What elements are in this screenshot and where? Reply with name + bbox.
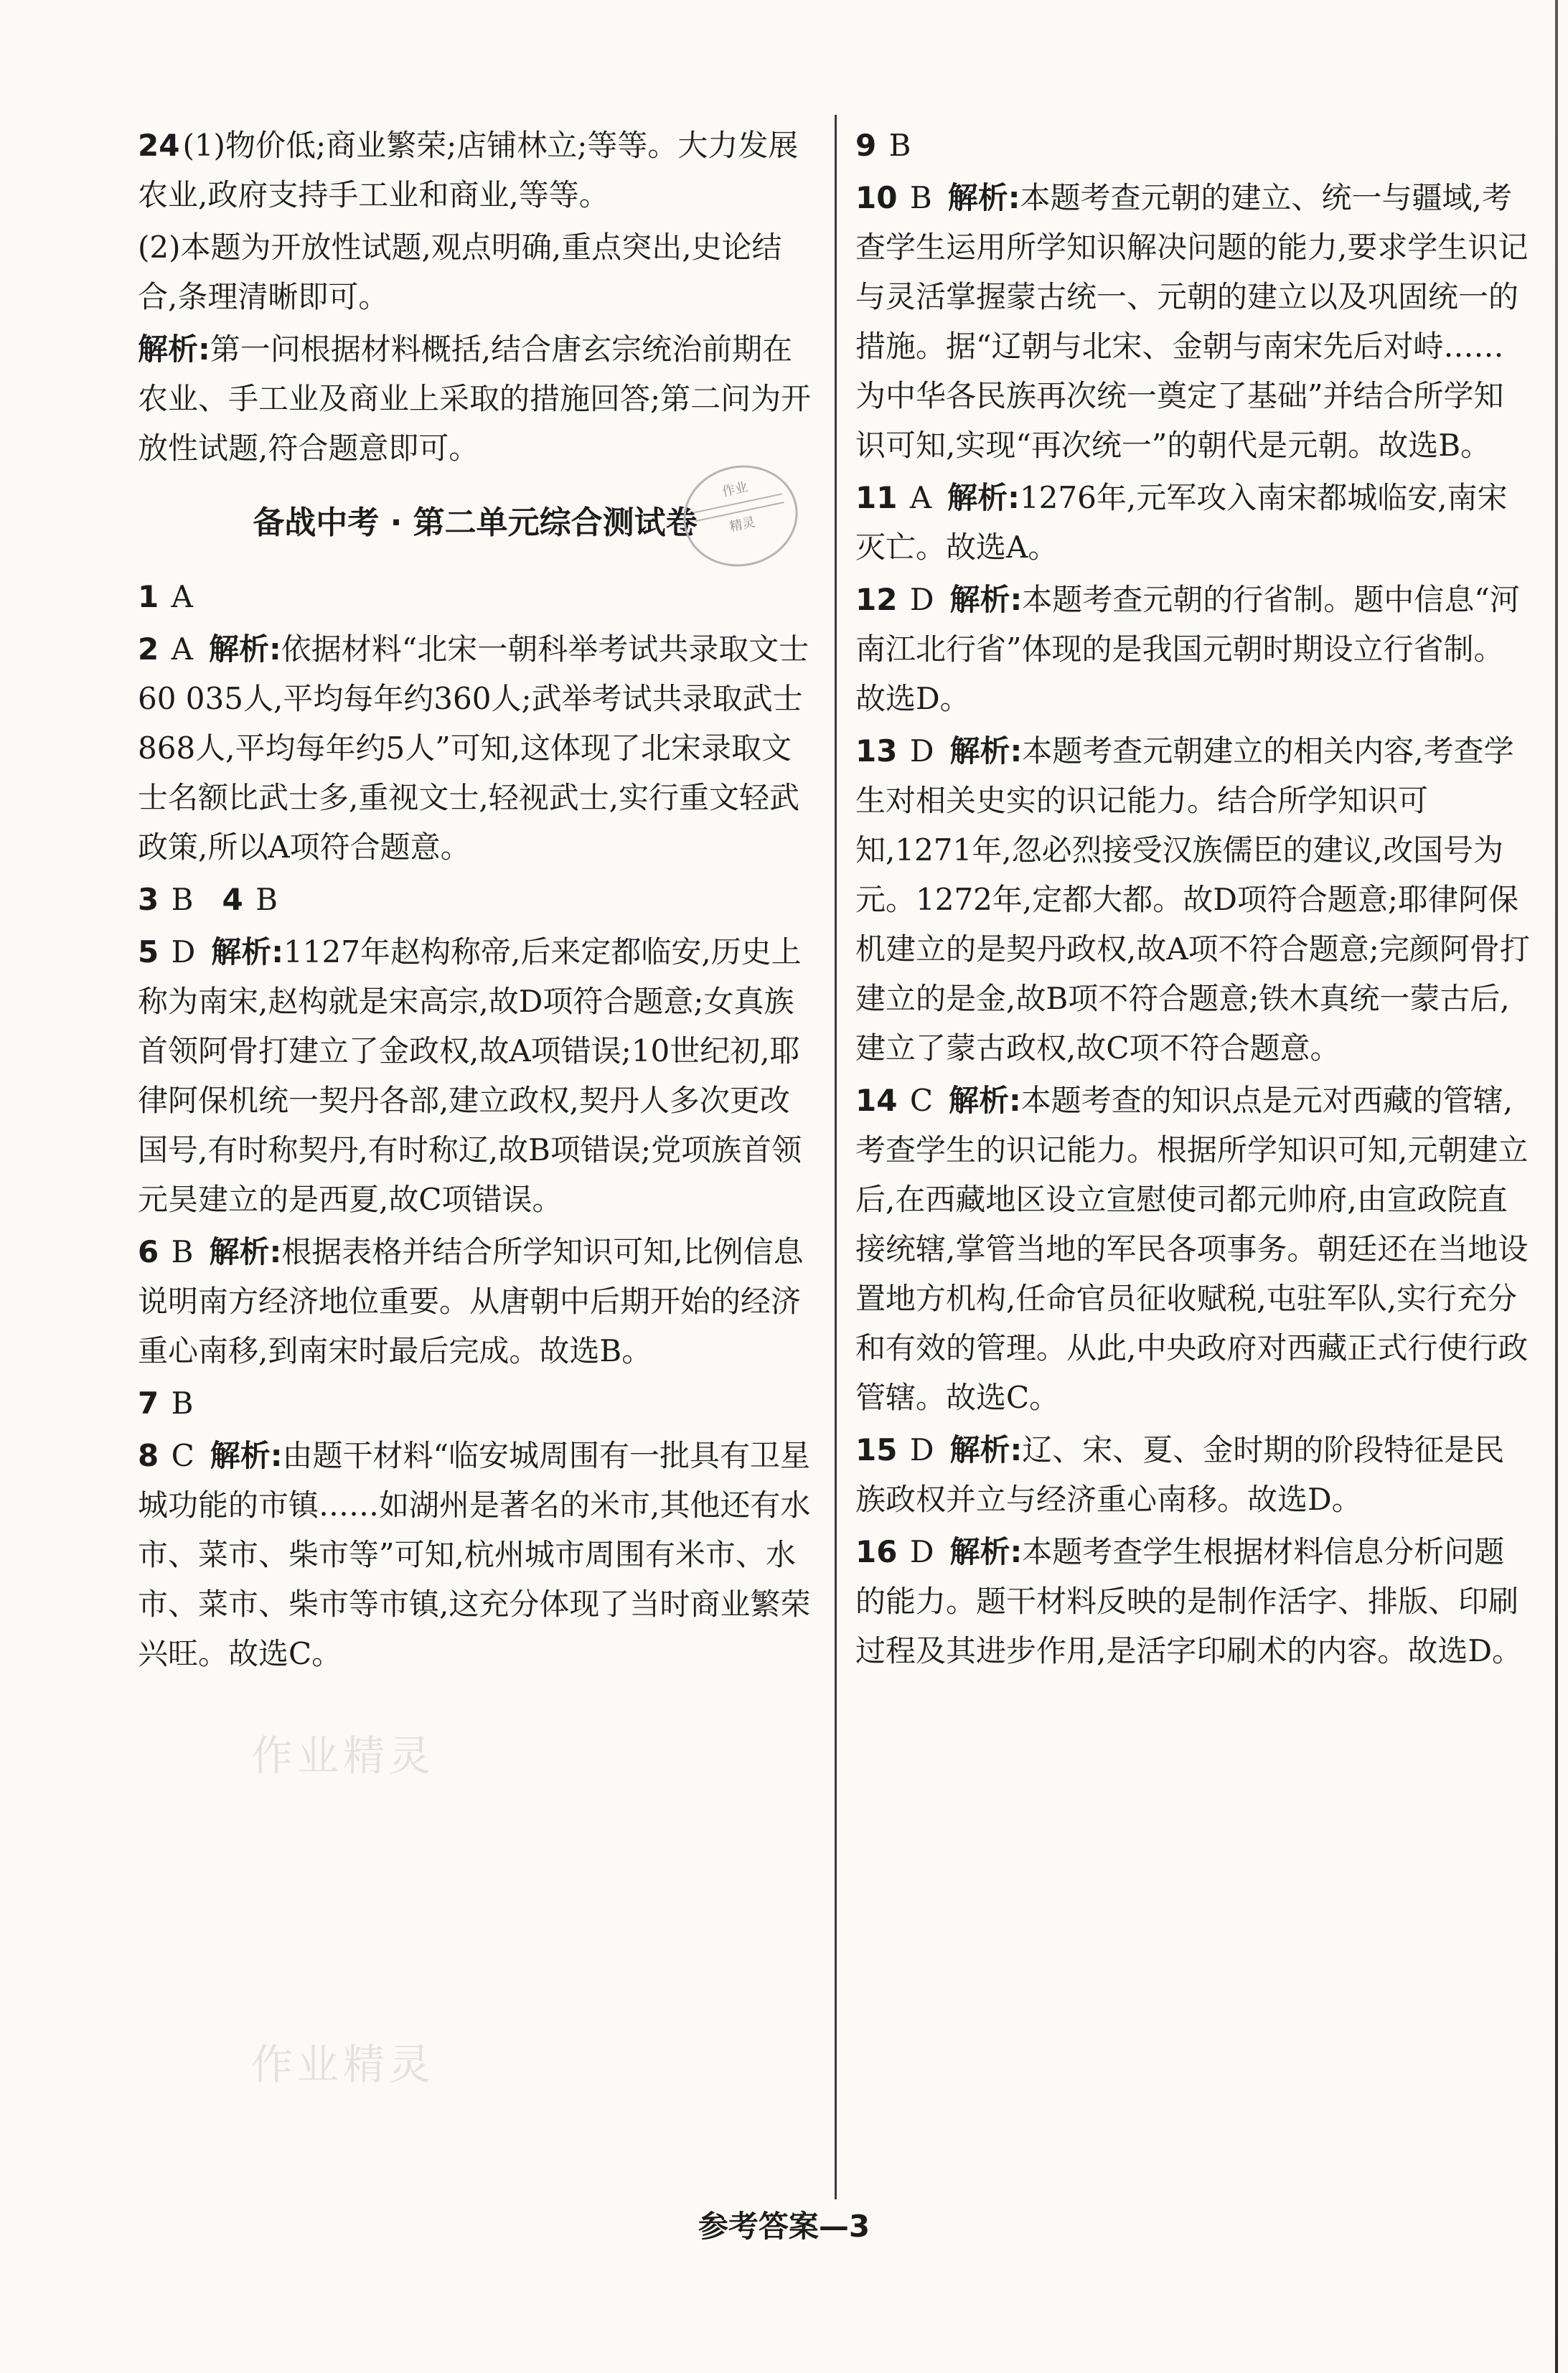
- analysis-text: 本题考查元朝建立的相关内容,考查学生对相关史实的识记能力。结合所学知识可知,1271年,忽必烈接受汉族儒臣的建议,改国号为元。1272年,定都大都。故D项符合题意;耶律阿保机建立的是契丹政权,故A项不符合题意;完颜阿骨打建立的是金,故B项不符合题意;铁木真统一蒙古后,建立了蒙古政权,故C项不符合题意。: [855, 733, 1530, 1066]
- watermark-1: 作业精灵: [251, 1731, 436, 1780]
- question-15: [855, 1425, 1530, 1524]
- column-divider: [835, 115, 837, 2199]
- analysis-label: 解析:: [947, 180, 1020, 215]
- question-10: [855, 173, 1530, 470]
- analysis-label: 解析:: [138, 332, 210, 367]
- answer-part-2: (2)本题为开放性试题,观点明确,重点突出,史论结合,条理清晰即可。: [138, 230, 782, 314]
- question-number: 8: [138, 1438, 159, 1473]
- analysis-label: 解析:: [948, 1083, 1021, 1118]
- analysis-label: 解析:: [208, 631, 281, 667]
- section-title: [138, 479, 812, 552]
- question-number: 16: [855, 1534, 898, 1569]
- answer-part-1: (1)物价低;商业繁荣;店铺林立;等等。大力发展农业,政府支持手工业和商业,等等。: [138, 128, 799, 212]
- page-footer: 参考答案—3: [698, 2209, 870, 2244]
- seal-stamp: [674, 455, 807, 577]
- answer: A: [909, 480, 932, 515]
- question-6: [138, 1227, 812, 1376]
- analysis-label: 解析:: [947, 480, 1020, 515]
- question-24-analysis: [138, 324, 812, 473]
- analysis-text: 辽、宋、夏、金时期的阶段特征是民族政权并立与经济重心南移。故选D。: [855, 1432, 1505, 1517]
- question-number: 24: [138, 128, 180, 163]
- question-number: 1: [138, 579, 159, 614]
- answer: B: [909, 180, 932, 215]
- analysis-text: 本题考查元朝的行省制。题中信息“河南江北行省”体现的是我国元朝时期设立行省制。故选D。: [855, 582, 1520, 716]
- seal-text-top: 作业: [720, 479, 749, 500]
- answer: C: [171, 1438, 194, 1473]
- question-number: 9: [855, 128, 877, 163]
- answer: B: [255, 882, 278, 917]
- question-7: [138, 1378, 812, 1428]
- question-2: [138, 624, 812, 872]
- question-number: 5: [138, 934, 159, 969]
- analysis-text: 1127年赵构称帝,后来定都临安,历史上称为南宋,赵构就是宋高宗,故D项符合题意;女真族首领阿骨打建立了金政权,故A项错误;10世纪初,耶律阿保机统一契丹各部,建立政权,契丹人多次更改国号,有时称契丹,有时称辽,故B项错误;党项族首领元昊建立的是西夏,故C项错误。: [138, 934, 802, 1217]
- analysis-text: 依据材料“北宋一朝科举考试共录取文士60 035人,平均每年约360人;武举考试共录取武士868人,平均每年约5人”可知,这体现了北宋录取文士名额比武士多,重视文士,轻视武士,实行重文轻武政策,所以A项符合题意。: [138, 631, 809, 865]
- question-9: [855, 121, 1530, 170]
- analysis-text: 本题考查学生根据材料信息分析问题的能力。题干材料反映的是制作活字、排版、印刷过程及其进步作用,是活字印刷术的内容。故选D。: [855, 1534, 1523, 1668]
- question-24-part-2: [138, 222, 812, 321]
- right-column: [855, 121, 1530, 1678]
- analysis-label: 解析:: [210, 1438, 283, 1473]
- analysis-label: 解析:: [949, 582, 1023, 617]
- analysis-text: 1276年,元军攻入南宋都城临安,南宋灭亡。故选A。: [855, 480, 1508, 565]
- question-number: 13: [855, 733, 898, 769]
- answer: D: [909, 733, 934, 769]
- question-number: 6: [138, 1234, 159, 1269]
- analysis-text: 根据表格并结合所学知识可知,比例信息说明南方经济地位重要。从唐朝中后期开始的经济重心南移,到南宋时最后完成。故选B。: [138, 1234, 804, 1368]
- analysis-text: 第一问根据材料概括,结合唐玄宗统治前期在农业、手工业及商业上采取的措施回答;第二问为开放性试题,符合题意即可。: [138, 332, 812, 466]
- question-number: 2: [138, 631, 159, 667]
- question-14: [855, 1076, 1530, 1422]
- answer: B: [171, 882, 194, 917]
- answer: D: [909, 582, 934, 617]
- question-16: [855, 1527, 1530, 1676]
- answer: C: [909, 1083, 933, 1118]
- question-number: 10: [855, 180, 898, 215]
- answer: A: [171, 579, 193, 614]
- answer: B: [171, 1386, 194, 1421]
- question-5: [138, 927, 812, 1224]
- question-8: [138, 1431, 812, 1678]
- question-number: 15: [855, 1432, 898, 1467]
- question-13: [855, 726, 1530, 1073]
- question-12: [855, 575, 1530, 723]
- question-1: [138, 572, 812, 621]
- left-column: [138, 121, 812, 1681]
- page-edge: [1555, 0, 1558, 2373]
- answer: D: [909, 1534, 934, 1569]
- analysis-label: 解析:: [209, 1234, 282, 1269]
- answer: D: [171, 934, 196, 969]
- analysis-text: 本题考查元朝的建立、统一与疆域,考查学生运用所学知识解决问题的能力,要求学生识记与灵活掌握蒙古统一、元朝的建立以及巩固统一的措施。据“辽朝与北宋、金朝与南宋先后对峙……为中华各民族再次统一奠定了基础”并结合所学知识可知,实现“再次统一”的朝代是元朝。故选B。: [855, 180, 1529, 463]
- analysis-label: 解析:: [949, 733, 1023, 769]
- watermark-2: 作业精灵: [251, 2040, 436, 2089]
- answer: A: [171, 631, 193, 667]
- question-number: 4: [222, 882, 243, 917]
- analysis-text: 本题考查的知识点是元对西藏的管辖,考查学生的识记能力。根据所学知识可知,元朝建立后,在西藏地区设立宣慰使司都元帅府,由宣政院直接统辖,掌管当地的军民各项事务。朝廷还在当地设置地方机构,任命官员征收赋税,屯驻军队,实行充分和有效的管理。从此,中央政府对西藏正式行使行政管辖。故选C。: [855, 1083, 1529, 1415]
- question-number: 3: [138, 882, 159, 917]
- analysis-label: 解析:: [211, 934, 284, 969]
- question-number: 14: [855, 1083, 898, 1118]
- analysis-label: 解析:: [949, 1534, 1023, 1569]
- question-24: [138, 121, 812, 220]
- section-title-text: 备战中考 · 第二单元综合测试卷: [253, 504, 698, 541]
- question-number: 12: [855, 582, 898, 617]
- question-11: [855, 473, 1530, 572]
- question-number: 11: [855, 480, 898, 515]
- answer: B: [171, 1234, 194, 1269]
- analysis-text: 由题干材料“临安城周围有一批具有卫星城功能的市镇……如湖州是著名的米市,其他还有水市、菜市、柴市等”可知,杭州城市周围有米市、水市、菜市、柴市等市镇,这充分体现了当时商业繁荣兴旺。故选C。: [138, 1438, 811, 1671]
- analysis-label: 解析:: [949, 1432, 1023, 1467]
- question-3-4: [138, 875, 812, 924]
- answer: B: [888, 128, 911, 163]
- answer: D: [909, 1432, 934, 1467]
- question-number: 7: [138, 1386, 159, 1421]
- seal-text-bottom: 精灵: [728, 514, 757, 535]
